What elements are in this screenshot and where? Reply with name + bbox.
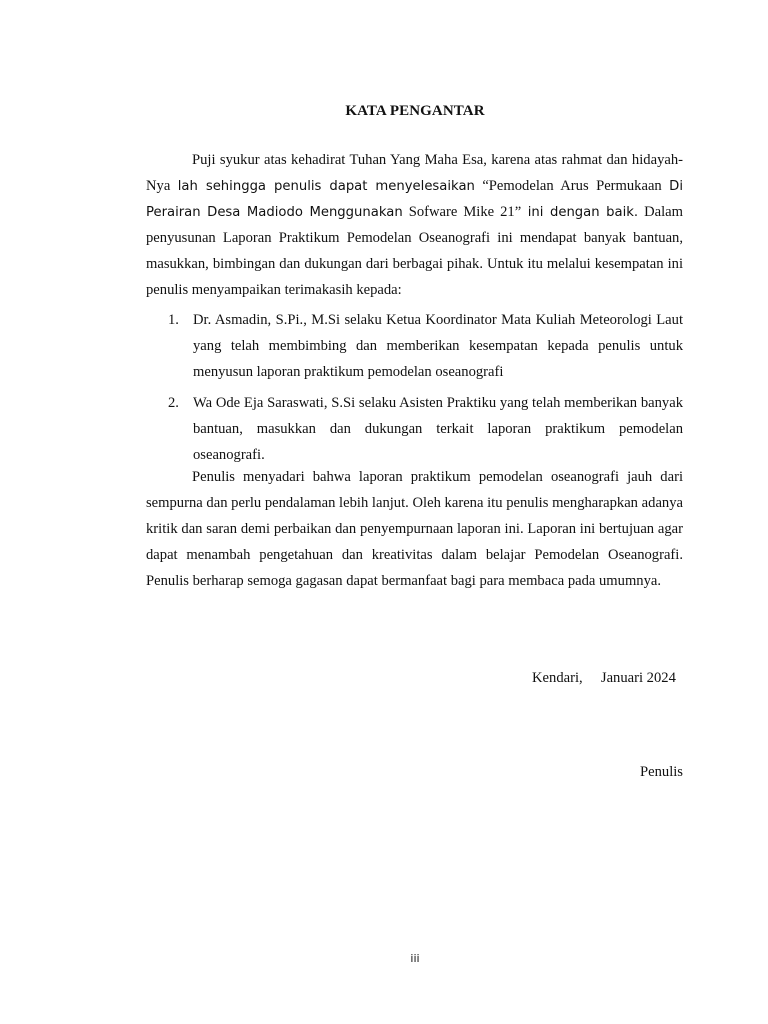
page-number: iii [410, 952, 420, 965]
acknowledgement-list-item-2 [146, 391, 683, 469]
opening-text-sans-2: Di Perairan Desa Madiodo Menggunakan [146, 178, 683, 220]
acknowledgement-list-item-1 [146, 308, 683, 386]
list-item-text: Wa Ode Eja Saraswati, S.Si selaku Asisten Praktiku yang telah memberikan banyak bantuan, masukkan dan dukungan terkait laporan praktikum pemodelan oseanografi. [193, 395, 683, 463]
author-signature: Penulis [640, 764, 683, 780]
opening-text-title-end: Sofware Mike 21” [402, 203, 522, 220]
opening-text-sans-3: ini dengan baik. [521, 204, 639, 220]
opening-text-sans-1: lah sehingga penulis dapat menyelesaikan [177, 178, 475, 194]
opening-text-title-start: “Pemodelan Arus Permukaan [474, 177, 670, 194]
list-item-number: 1. [168, 312, 179, 328]
place-and-date: Kendari, Januari 2024 [532, 670, 676, 686]
opening-paragraph [146, 148, 683, 303]
page-title: KATA PENGANTAR [345, 103, 485, 119]
opening-text-end: Dalam penyusunan Laporan Praktikum Pemodelan Oseanografi ini mendapat banyak bantuan, masukkan, bimbingan dan dukungan dari berbagai pihak. Untuk itu melalui kesempatan ini penulis menyampaikan terimakasih kepada: [146, 203, 684, 298]
opening-text-start: Puji syukur atas kehadirat Tuhan Yang Maha Esa, karena atas rahmat dan hidayah-Nya [146, 152, 683, 194]
list-item [146, 391, 683, 469]
closing-paragraph: Penulis menyadari bahwa laporan praktikum pemodelan oseanografi jauh dari sempurna dan perlu pendalaman lebih lanjut. Oleh karena itu penulis mengharapkan adanya kritik dan saran demi perbaikan dan penyempurnaan laporan ini. Laporan ini bertujuan agar dapat menambah pengetahuan dan kreativitas dalam belajar Pemodelan Oseanografi. Penulis berharap semoga gagasan dapat bermanfaat bagi para membaca pada umumnya. [146, 469, 683, 589]
list-item [146, 308, 683, 386]
list-item-number: 2. [168, 395, 179, 411]
list-item-text: Dr. Asmadin, S.Pi., M.Si selaku Ketua Koordinator Mata Kuliah Meteorologi Laut yang telah membimbing dan memberikan kesempatan kepada penulis untuk menyusun laporan praktikum pemodelan oseanografi [193, 312, 683, 380]
